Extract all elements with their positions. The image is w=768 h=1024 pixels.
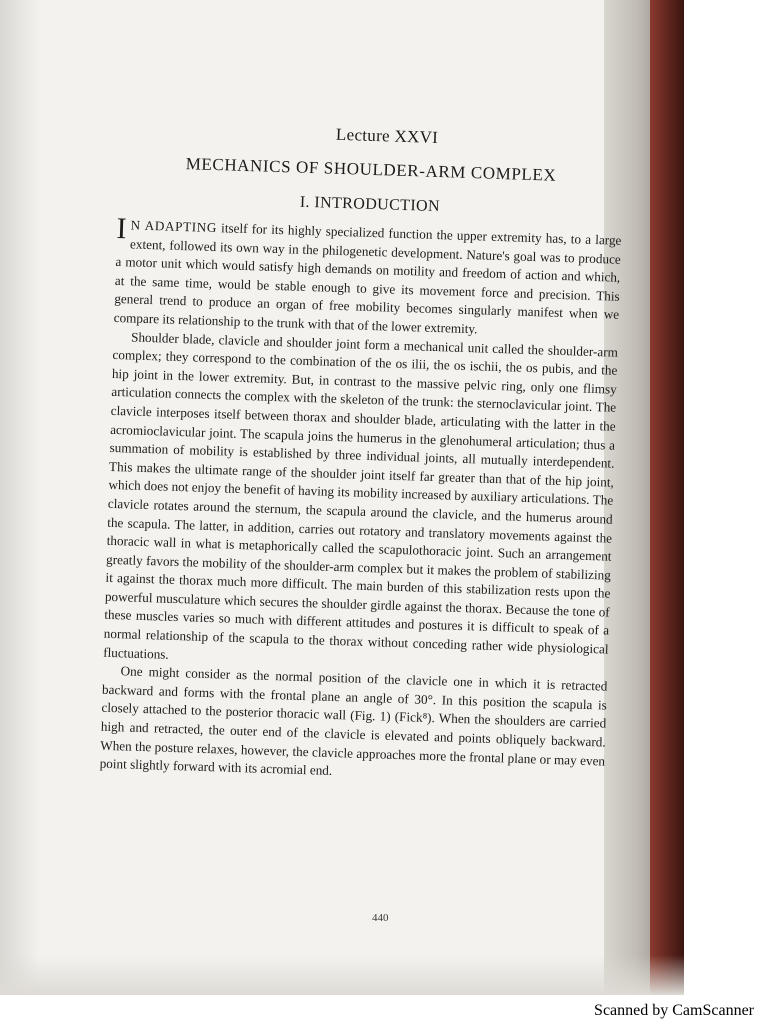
page-bottom-shadow [0,955,684,995]
chapter-title: MECHANICS OF SHOULDER-ARM COMPLEX [185,154,557,185]
page-number: 440 [372,912,389,924]
page-left-shadow [0,0,40,995]
drop-cap: I [116,211,128,246]
section-title: I. INTRODUCTION [299,193,441,216]
scanner-watermark: Scanned by CamScanner [594,1002,754,1019]
paragraph-introduction-text: itself for its highly specialized function the upper extremity has, to a large extent, followed its own way in the philogenetic development. Nature's goal was to produce a motor unit which would satisfy high demands on motility and freedom of action and which, at the same time, would be stable enough to give its movement force and precision. This general trend to produce an organ of free mobility becomes singularly manifest when we compare its relationship to the trunk with that of the lower extremity. [113,220,622,337]
paragraph-shoulder-blade: Shoulder blade, clavicle and shoulder joint form a mechanical unit called the shoulder-arm complex; they correspond to the combination of the os ilii, the os ischii, the os pubis, and the hip joint in the lower extremity. But, in contrast to the massive pelvic ring, only one flimsy articulation connects the complex with the skeleton of the trunk: the sternoclavicular joint. The clavicle interposes itself between thorax and shoulder blade, articulating with the latter in the acromioclavicular joint. The scapula joins the humerus in the glenohumeral articulation; thus a summation of mobility is established by three individual joints, all mutually interdependent. This makes the ultimate range of the shoulder joint itself far greater than that of the hip joint, which does not enjoy the benefit of having its mobility increased by auxiliary articulations. The clavicle rotates around the sternum, the scapula around the clavicle, and the humerus around the scapula. The latter, in addition, carries out rotatory and translatory movements against the thoracic wall in what is metaphorically called the scapulothoracic joint. Such an arrangement greatly favors the mobility of the shoulder-arm complex but it makes the problem of stabilizing it against the thorax much more difficult. The main burden of this stabilization rests upon the powerful musculature which secures the shoulder girdle against the thorax. Because the tone of these muscles varies so much with different attitudes and postures it is difficult to speak of a normal relationship of the scapula to the thorax without conceding rather wide physiological fluctuations. [102,329,619,662]
lecture-heading: Lecture XXVI [335,124,439,147]
book-page-text [99,118,624,789]
book-cover-edge [650,0,684,995]
lead-caps: N ADAPTING [130,217,218,236]
paragraph-introduction [113,211,622,343]
paragraph-clavicle-position: One might consider as the normal position of the clavicle one in which it is retracted backward and forms with the frontal plane an angle of 30°. In this position the scapula is closely attached to the posterior thoracic wall (Fig. 1) (Fick⁸). When the shoulders are carried high and retracted, the outer end of the clavicle is elevated and points obliquely backward. When the posture relaxes, however, the clavicle approaches more the frontal plane or may even point slightly forward with its acromial end. [99,663,608,779]
